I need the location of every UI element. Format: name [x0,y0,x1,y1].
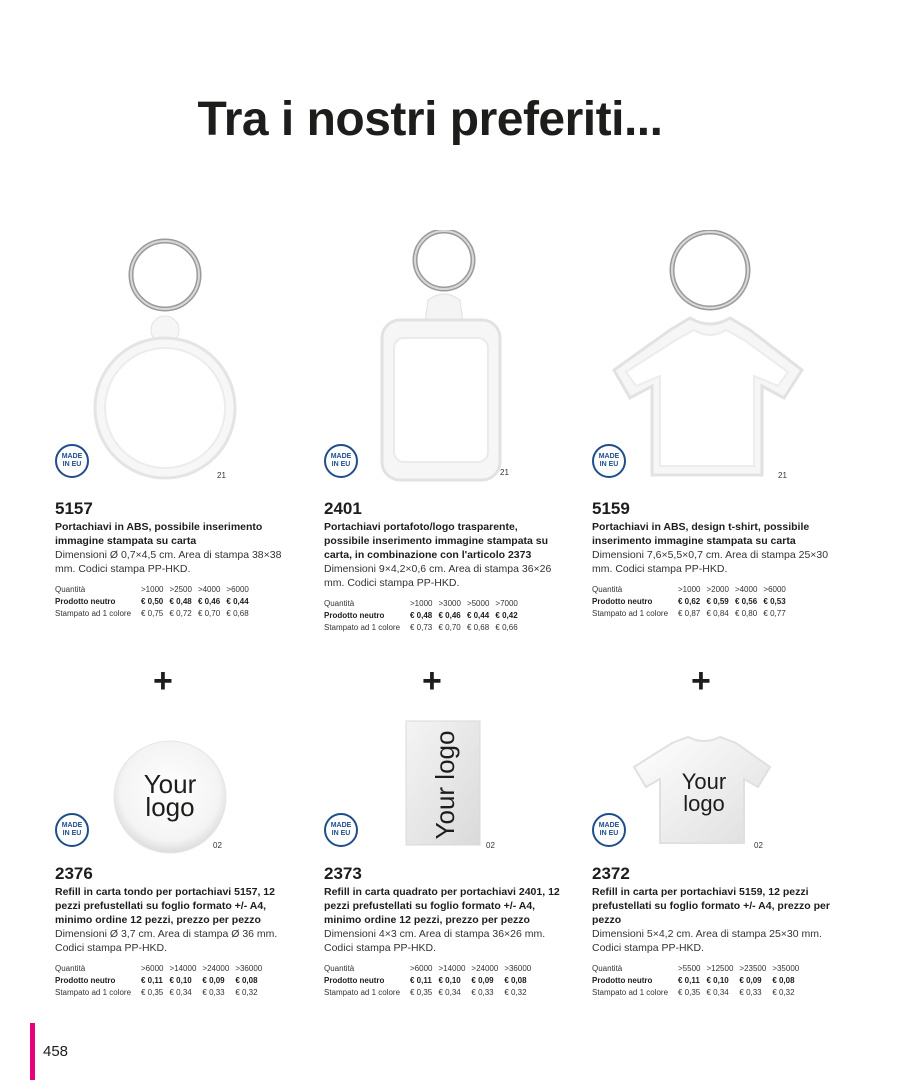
page-accent-bar [30,1023,35,1080]
price-cell: € 0,33 [471,988,494,997]
neutral-label: Prodotto neutro [55,597,116,606]
product-image [324,230,564,500]
printed-label: Stampato ad 1 colore [55,988,132,997]
price-cell: € 0,35 [141,988,164,997]
quantity-row [592,584,792,596]
price-cell: € 0,32 [772,988,795,997]
product-image [55,715,295,865]
quantity-label: Quantità [592,585,623,594]
qty-cell: >12500 [706,964,734,973]
price-cell: € 0,11 [141,976,163,985]
price-cell: € 0,77 [763,609,786,618]
price-table [592,963,805,999]
made-in-eu-badge [55,813,89,847]
tshirt-keychain-image [592,230,832,500]
badge-line2: IN EU [62,830,82,837]
product-dimensions: Dimensioni 5×4,2 cm. Area di stampa 25×30 mm. Codici stampa PP-HKD. [592,928,822,954]
price-cell: € 0,32 [235,988,258,997]
product-2373 [324,715,564,999]
price-cell: € 0,48 [410,611,433,620]
neutral-label: Prodotto neutro [592,597,653,606]
product-image [324,715,564,865]
image-number: 21 [500,468,509,477]
logo-text-vertical: Your logo [430,730,460,840]
logo-text-line1: Your [681,769,727,794]
badge-line2: IN EU [62,461,82,468]
made-in-eu-badge [324,813,358,847]
qty-cell: >5000 [466,599,490,608]
product-dimensions: Dimensioni Ø 0,7×4,5 cm. Area di stampa 38×38 mm. Codici stampa PP-HKD. [55,549,282,575]
qty-cell: >14000 [169,964,197,973]
product-code: 5159 [592,499,630,518]
rectangular-keychain-image [324,230,564,500]
price-cell: € 0,84 [706,609,729,618]
price-cell: € 0,34 [438,988,461,997]
printed-label: Stampato ad 1 colore [592,988,669,997]
round-keychain-image [55,230,295,500]
badge-line1: MADE [330,453,352,460]
price-cell: € 0,08 [504,976,527,985]
made-in-eu-badge [592,444,626,478]
product-image [592,715,832,865]
price-cell: € 0,11 [410,976,432,985]
logo-text-line2: logo [683,791,725,816]
price-table [55,584,255,620]
quantity-row [55,963,268,975]
qty-cell: >5500 [678,964,701,973]
price-cell: € 0,44 [466,611,490,620]
neutral-price-row [592,596,792,608]
printed-price-row [55,608,255,620]
price-table [55,963,268,999]
product-dimensions: Dimensioni 4×3 cm. Area di stampa 36×26 mm. Codici stampa PP-HKD. [324,928,546,954]
printed-price-row [324,622,524,634]
qty-cell: >36000 [235,964,263,973]
printed-label: Stampato ad 1 colore [592,609,669,618]
printed-price-row [55,987,268,999]
price-cell: € 0,59 [706,597,729,606]
price-cell: € 0,08 [772,976,795,985]
qty-cell: >7000 [495,599,518,608]
image-number: 21 [778,471,787,480]
qty-cell: >35000 [772,964,800,973]
neutral-price-row [55,975,268,987]
qty-cell: >4000 [734,585,758,594]
printed-price-row [592,987,805,999]
price-cell: € 0,33 [202,988,225,997]
made-in-eu-badge [324,444,358,478]
price-cell: € 0,70 [197,609,221,618]
neutral-price-row [592,975,805,987]
printed-label: Stampato ad 1 colore [55,609,132,618]
rectangular-refill-image [324,715,564,865]
neutral-label: Prodotto neutro [55,976,116,985]
price-cell: € 0,44 [226,597,249,606]
badge-line1: MADE [61,822,83,829]
price-cell: € 0,10 [438,976,461,985]
price-cell: € 0,48 [169,597,192,606]
price-cell: € 0,87 [678,609,701,618]
quantity-label: Quantità [55,964,86,973]
qty-cell: >6000 [141,964,164,973]
printed-price-row [592,608,792,620]
printed-label: Stampato ad 1 colore [324,623,401,632]
product-5159 [592,230,832,620]
neutral-label: Prodotto neutro [324,976,385,985]
neutral-price-row [55,596,255,608]
badge-line1: MADE [61,453,83,460]
price-cell: € 0,56 [734,597,758,606]
price-cell: € 0,66 [495,623,518,632]
qty-cell: >2500 [169,585,192,594]
price-cell: € 0,50 [141,597,164,606]
price-table [324,598,524,634]
qty-cell: >24000 [202,964,230,973]
product-code: 5157 [55,499,93,518]
price-cell: € 0,09 [202,976,225,985]
badge-line1: MADE [598,822,620,829]
printed-price-row [324,987,537,999]
quantity-label: Quantità [324,964,355,973]
price-cell: € 0,68 [466,623,490,632]
price-cell: € 0,75 [141,609,164,618]
quantity-row [324,963,537,975]
qty-cell: >6000 [226,585,249,594]
price-cell: € 0,68 [226,609,249,618]
product-dimensions: Dimensioni 7,6×5,5×0,7 cm. Area di stampa 25×30 mm. Codici stampa PP-HKD. [592,549,829,575]
product-description: Refill in carta tondo per portachiavi 5157, 12 pezzi prefustellati su foglio formato +/- A4, minimo ordine 12 pezzi, prezzo per pezzo [55,886,275,926]
price-cell: € 0,73 [410,623,433,632]
qty-cell: >3000 [438,599,461,608]
qty-cell: >1000 [141,585,164,594]
neutral-price-row [324,610,524,622]
page-title: Tra i nostri preferiti... [197,93,663,146]
made-in-eu-badge [592,813,626,847]
product-image [592,230,832,500]
made-in-eu-badge [55,444,89,478]
product-2401 [324,230,564,634]
badge-line1: MADE [598,453,620,460]
price-cell: € 0,34 [706,988,729,997]
printed-label: Stampato ad 1 colore [324,988,401,997]
badge-line2: IN EU [331,830,351,837]
price-table [324,963,537,999]
neutral-price-row [324,975,537,987]
logo-text-line1: Your [143,769,197,799]
qty-cell: >6000 [763,585,786,594]
price-cell: € 0,72 [169,609,192,618]
price-cell: € 0,70 [438,623,461,632]
price-cell: € 0,53 [763,597,786,606]
plus-sign: + [153,662,173,700]
logo-text-line2: logo [145,792,195,822]
qty-cell: >24000 [471,964,499,973]
quantity-row [592,963,805,975]
product-5157 [55,230,295,620]
qty-cell: >4000 [197,585,221,594]
tshirt-refill-image [592,715,832,865]
neutral-label: Prodotto neutro [324,611,385,620]
quantity-label: Quantità [55,585,86,594]
product-code: 2373 [324,864,362,883]
price-cell: € 0,34 [169,988,192,997]
price-cell: € 0,33 [739,988,762,997]
price-cell: € 0,09 [471,976,494,985]
price-cell: € 0,80 [734,609,758,618]
price-cell: € 0,08 [235,976,258,985]
round-refill-image [55,715,295,865]
qty-cell: >14000 [438,964,466,973]
qty-cell: >6000 [410,964,433,973]
image-number: 02 [754,841,763,850]
price-cell: € 0,10 [169,976,192,985]
product-description: Portachiavi portafoto/logo trasparente, possibile inserimento immagine stampata su carta, in combinazione con l'articolo 2373 [324,521,549,561]
product-dimensions: Dimensioni Ø 3,7 cm. Area di stampa Ø 36 mm. Codici stampa PP-HKD. [55,928,278,954]
price-cell: € 0,09 [739,976,762,985]
price-cell: € 0,46 [438,611,461,620]
qty-cell: >2000 [706,585,729,594]
price-cell: € 0,35 [678,988,701,997]
product-image [55,230,295,500]
quantity-row [324,598,524,610]
product-2376 [55,715,295,999]
product-description: Refill in carta quadrato per portachiavi 2401, 12 pezzi prefustellati su foglio formato +/- A4, minimo ordine 12 pezzi, prezzo per pezzo [324,886,560,926]
product-description: Refill in carta per portachiavi 5159, 12 pezzi prefustellati su foglio formato +/- A4, prezzo per pezzo [592,886,830,926]
badge-line2: IN EU [599,461,619,468]
quantity-row [55,584,255,596]
product-description: Portachiavi in ABS, possibile inserimento immagine stampata su carta [55,521,263,547]
product-code: 2376 [55,864,93,883]
product-2372 [592,715,832,999]
price-cell: € 0,42 [495,611,518,620]
image-number: 02 [486,841,495,850]
price-cell: € 0,62 [678,597,701,606]
badge-line1: MADE [330,822,352,829]
quantity-label: Quantità [324,599,355,608]
product-code: 2401 [324,499,362,518]
page-number: 458 [43,1043,69,1060]
price-table [592,584,792,620]
badge-line2: IN EU [599,830,619,837]
plus-sign: + [422,662,442,700]
price-cell: € 0,32 [504,988,527,997]
image-number: 02 [213,841,222,850]
price-cell: € 0,10 [706,976,729,985]
quantity-label: Quantità [592,964,623,973]
badge-line2: IN EU [331,461,351,468]
price-cell: € 0,35 [410,988,433,997]
product-dimensions: Dimensioni 9×4,2×0,6 cm. Area di stampa 36×26 mm. Codici stampa PP-HKD. [324,563,552,589]
neutral-label: Prodotto neutro [592,976,653,985]
image-number: 21 [217,471,226,480]
product-code: 2372 [592,864,630,883]
qty-cell: >1000 [410,599,433,608]
price-cell: € 0,11 [678,976,700,985]
qty-cell: >23500 [739,964,767,973]
product-description: Portachiavi in ABS, design t-shirt, possibile inserimento immagine stampata su carta [592,521,810,547]
plus-sign: + [691,662,711,700]
price-cell: € 0,46 [197,597,221,606]
qty-cell: >1000 [678,585,701,594]
qty-cell: >36000 [504,964,532,973]
